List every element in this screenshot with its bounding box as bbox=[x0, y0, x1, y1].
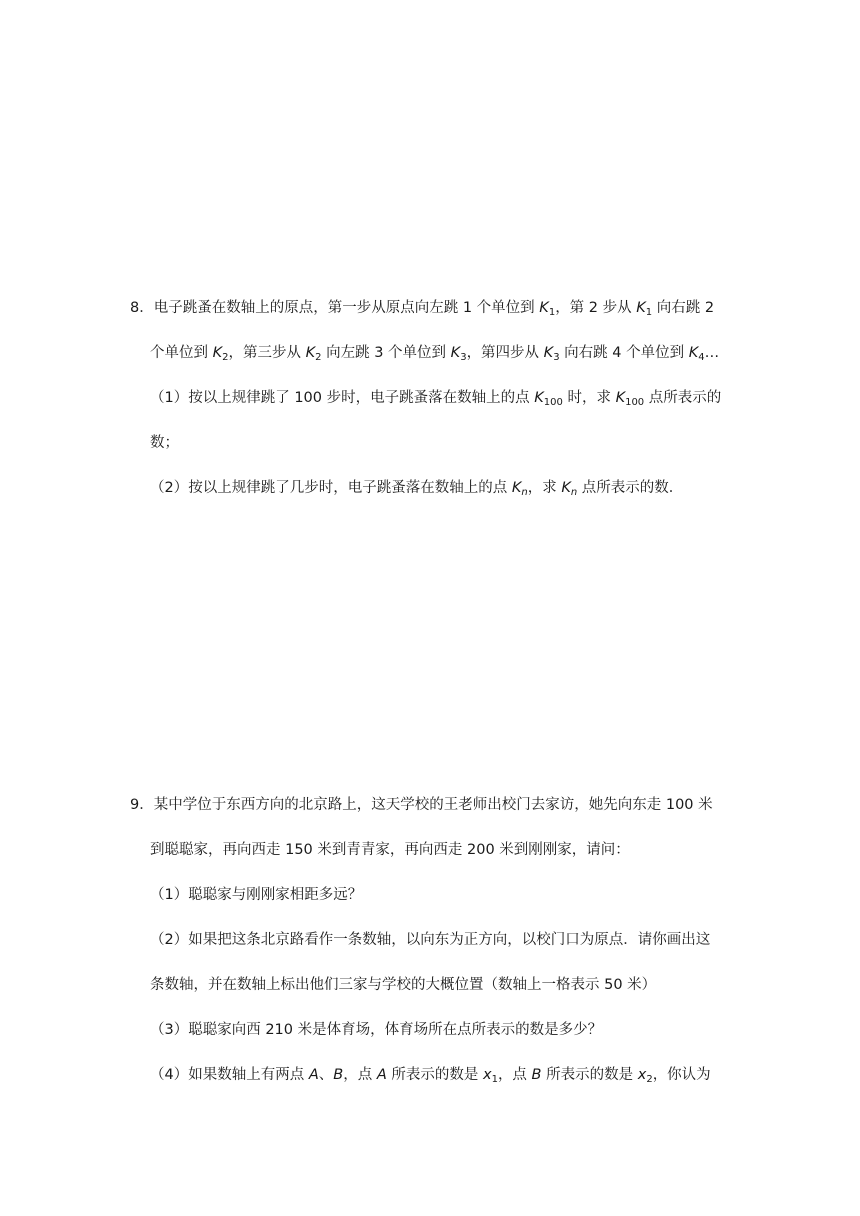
q8-part-2: （2）按以上规律跳了几步时，电子跳蚤落在数轴上的点 $K_n$，求 $K_n$ 点所表示的数． bbox=[150, 480, 684, 498]
q8-line-1: 8．电子跳蚤在数轴上的原点，第一步从原点向左跳 1 个单位到 $K_1$，第 2 步从 $K_1$ 向右跳 2 bbox=[130, 300, 715, 318]
q9-part-2-cont: 条数轴，并在数轴上标出他们三家与学校的大概位置（数轴上一格表示 50 米） bbox=[150, 977, 657, 993]
q8-line-2: 个单位到 $K_2$，第三步从 $K_2$ 向左跳 3 个单位到 $K_3$，第四步从 $K_3$ 向右跳 4 个单位到 $K_4\dots$ bbox=[150, 345, 720, 363]
question-number: 8． bbox=[130, 300, 154, 316]
q9-part-3: （3）聪聪家向西 210 米是体育场，体育场所在点所表示的数是多少？ bbox=[150, 1022, 603, 1038]
q9-part-2: （2）如果把这条北京路看作一条数轴，以向东为正方向，以校门口为原点．请你画出这 bbox=[150, 932, 711, 948]
question-number: 9． bbox=[130, 797, 154, 813]
q9-line-1: 9．某中学位于东西方向的北京路上，这天学校的王老师出校门去家访，她先向东走 100 米 bbox=[130, 797, 713, 813]
q8-part-1-cont: 数； bbox=[150, 435, 179, 451]
q9-line-2: 到聪聪家，再向西走 150 米到青青家，再向西走 200 米到刚刚家，请问： bbox=[150, 842, 630, 858]
q9-part-1: （1）聪聪家与刚刚家相距多远？ bbox=[150, 887, 363, 903]
q9-part-4: （4）如果数轴上有两点 A、B，点 A 所表示的数是 $x_1$，点 B 所表示的数是 $x_2$，你认为 bbox=[150, 1067, 711, 1085]
q8-part-1: （1）按以上规律跳了 100 步时，电子跳蚤落在数轴上的点 $K_{100}$ 时，求 $K_{100}$ 点所表示的 bbox=[150, 390, 722, 408]
